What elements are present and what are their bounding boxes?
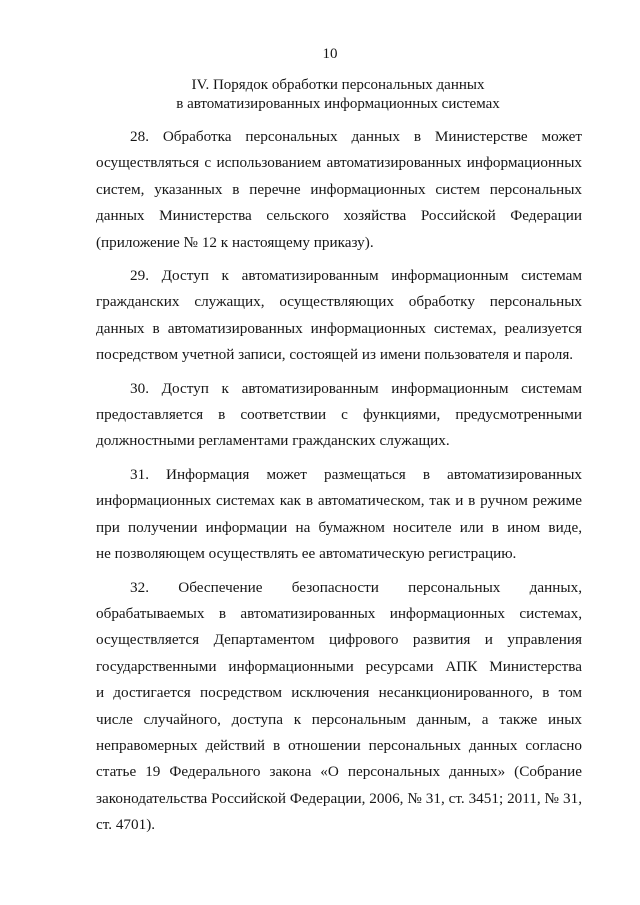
document-body: [96, 124, 582, 846]
paragraph-line: 31. Информация может размещаться в автоматизированных: [130, 465, 582, 483]
paragraph-line: (приложение № 12 к настоящему приказу).: [96, 233, 374, 251]
paragraph: [96, 263, 582, 369]
paragraph-line: неправомерных действий в отношении персональных данных согласно: [96, 736, 582, 754]
paragraph-line: гражданских служащих, осуществляющих обработку персональных: [96, 293, 582, 311]
paragraph-line: осуществляется Департаментом цифрового развития и управления: [96, 631, 582, 649]
paragraph-line: систем, указанных в перечне информационных систем персональных: [96, 180, 582, 198]
paragraph-line: 32. Обеспечение безопасности персональных данных,: [130, 578, 582, 596]
section-heading-line-2: в автоматизированных информационных системах: [176, 96, 500, 112]
paragraph-line: ст. 4701).: [96, 816, 156, 834]
paragraph-line: посредством учетной записи, состоящей из имени пользователя и пароля.: [96, 346, 574, 364]
paragraph-line: данных Министерства сельского хозяйства Российской Федерации: [96, 207, 582, 225]
paragraph-line: 30. Доступ к автоматизированным информационным системам: [130, 379, 582, 397]
section-heading: [96, 76, 580, 114]
section-heading-line-1: IV. Порядок обработки персональных данных: [191, 77, 485, 93]
paragraph-line: числе случайного, доступа к персональным данным, а также иных: [96, 710, 582, 728]
paragraph-line: должностными регламентами гражданских служащих.: [96, 432, 450, 450]
paragraph-line: и достигается посредством исключения несанкционированного, в том: [96, 684, 582, 702]
paragraph-line: обрабатываемых в автоматизированных информационных системах,: [96, 604, 582, 622]
paragraph-line: осуществляться с использованием автоматизированных информационных: [96, 154, 582, 172]
paragraph-line: 28. Обработка персональных данных в Министерстве может: [130, 128, 582, 145]
paragraph: [96, 124, 582, 256]
paragraph-line: государственными информационными ресурсами АПК Министерства: [96, 657, 582, 675]
paragraph-line: статье 19 Федерального закона «О персональных данных» (Собрание: [96, 763, 582, 781]
paragraph: [96, 376, 582, 455]
paragraph-line: предоставляется в соответствии с функциями, предусмотренными: [96, 406, 582, 424]
paragraph-line: информационных системах как в автоматическом, так и в ручном режиме: [96, 492, 582, 510]
paragraph-line: законодательства Российской Федерации, 2006, № 31, ст. 3451; 2011, № 31,: [96, 789, 582, 807]
paragraph: [96, 462, 582, 568]
paragraph-line: данных в автоматизированных информационных системах, реализуется: [96, 319, 582, 337]
paragraph-line: не позволяющем осуществлять ее автоматическую регистрацию.: [96, 545, 517, 563]
paragraph-line: 29. Доступ к автоматизированным информационным системам: [130, 267, 582, 285]
paragraph-line: при получении информации на бумажном носителе или в ином виде,: [96, 518, 582, 536]
paragraph: [96, 575, 582, 839]
page-number: 10: [322, 46, 338, 62]
